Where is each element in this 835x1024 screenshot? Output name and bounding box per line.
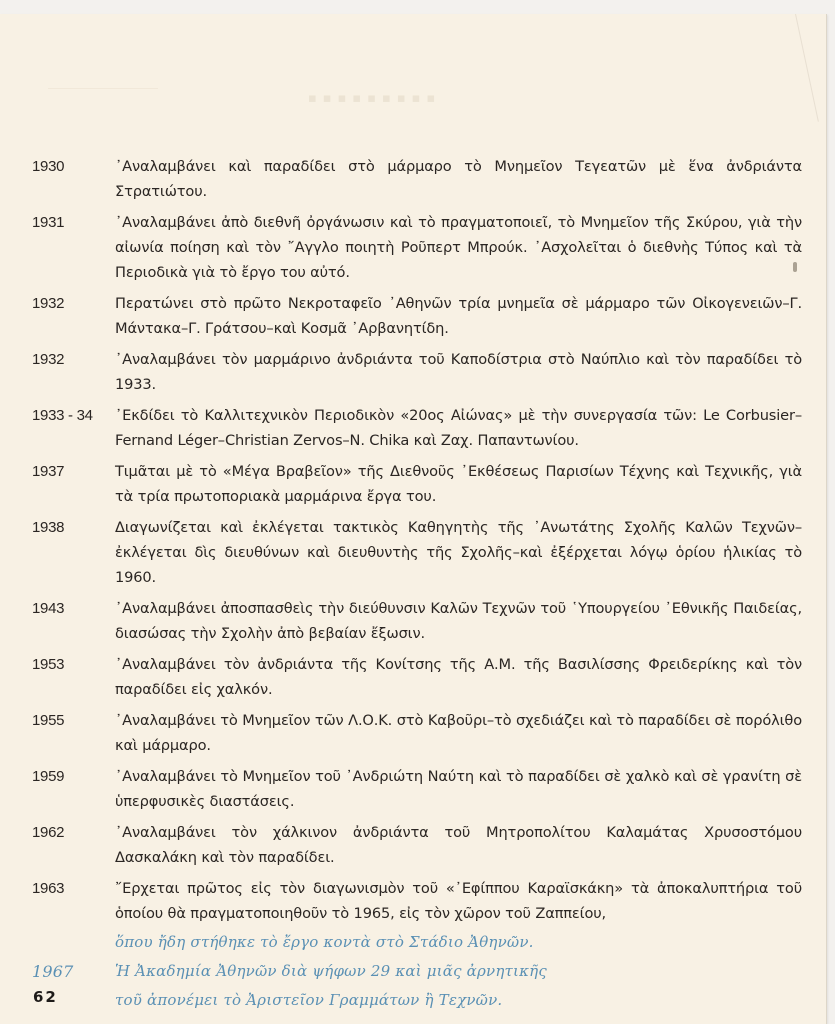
entry-text: ῎Ερχεται πρῶτος εἰς τὸν διαγωνισμὸν τοῦ «᾿Εφίππου Καραϊσκάκη» τὰ ἀποκαλυπτήρια τοῦ ὁποίου θὰ πραγματοποιηθοῦν τὸ 1965, εἰς τὸν χῶρον τοῦ Ζαππείου,	[115, 880, 802, 922]
entry-year: 1959	[32, 768, 65, 785]
entry-year: 1933 - 34	[32, 407, 93, 424]
handwritten-year: 1967	[32, 962, 74, 981]
entry-text: ᾿Αναλαμβάνει τὸ Μνημεῖον τῶν Λ.Ο.Κ. στὸ Καβοῦρι–τὸ σχεδιάζει καὶ τὸ παραδίδει σὲ πορόλιθο καὶ μάρμαρο.	[115, 712, 802, 754]
entry-year: 1932	[32, 351, 65, 368]
entry-text: ᾿Αναλαμβάνει ἀπὸ διεθνῆ ὀργάνωσιν καὶ τὸ πραγματοποιεῖ, τὸ Μνημεῖον τῆς Σκύρου, γιὰ τὴν αἰωνία ποίηση καὶ τὸν ῎Αγγλο ποιητὴ Ροῦπερτ Μπρούκ. ᾿Ασχολεῖται ὁ διεθνὴς Τύπος καὶ τὰ Περιοδικὰ γιὰ τὸ ἔργο του αὐτό.	[115, 214, 802, 281]
entry-text: ᾿Αναλαμβάνει τὸ Μνημεῖον τοῦ ᾿Ανδριώτη Ναύτη καὶ τὸ παραδίδει σὲ χαλκὸ καὶ σὲ γρανίτη σὲ ὑπερφυσικὲς διαστάσεις.	[115, 768, 802, 810]
entry-text: ᾿Αναλαμβάνει τὸν ἀνδριάντα τῆς Κονίτσης τῆς Α.Μ. τῆς Βασιλίσσης Φρειδερίκης καὶ τὸν παραδίδει εἰς χαλκόν.	[115, 656, 802, 698]
chronology-entry	[32, 596, 802, 646]
chronology-entry	[32, 652, 802, 702]
handwritten-notes	[32, 928, 802, 1015]
handwritten-row	[32, 986, 802, 1015]
page-content	[32, 154, 802, 1015]
handwritten-note-line-2: Ἡ Ἀκαδημία Ἀθηνῶν διὰ ψήφων 29 καὶ μιᾶς ἀρνητικῆς	[115, 962, 547, 980]
handwritten-note-line-3: τοῦ ἀπονέμει τὸ Ἀριστεῖον Γραμμάτων ἢ Τεχνῶν.	[115, 991, 503, 1009]
entry-year: 1962	[32, 824, 65, 841]
entry-text: ᾿Εκδίδει τὸ Καλλιτεχνικὸν Περιοδικὸν «20ος Αἰώνας» μὲ τὴν συνεργασία τῶν: Le Corbusier–Fernand Léger–Christian Zervos–N. Chika καὶ Ζαχ. Παπαντωνίου.	[115, 407, 802, 449]
handwritten-row	[32, 957, 802, 986]
handwritten-row	[32, 928, 802, 957]
entry-text: Διαγωνίζεται καὶ ἐκλέγεται τακτικὸς Καθηγητὴς τῆς ᾿Ανωτάτης Σχολῆς Καλῶν Τεχνῶν–ἐκλέγεται δὶς διευθύνων καὶ διευθυντὴς τῆς Σχολῆς–καὶ ἐξέρχεται λόγῳ ὁρίου ἡλικίας τὸ 1960.	[115, 519, 802, 586]
entry-year: 1955	[32, 712, 65, 729]
chronology-entry	[32, 154, 802, 204]
chronology-entry	[32, 820, 802, 870]
show-through-mark	[48, 66, 158, 89]
entry-text: ᾿Αναλαμβάνει ἀποσπασθεὶς τὴν διεύθυνσιν Καλῶν Τεχνῶν τοῦ ῾Υπουργείου ᾿Εθνικῆς Παιδείας, διασώσας τὴν Σχολὴν ἀπὸ βεβαίαν ἔξωσιν.	[115, 600, 802, 642]
entry-year: 1930	[32, 158, 65, 175]
handwritten-note-line-1: ὅπου ἤδη στήθηκε τὸ ἔργο κοντὰ στὸ Στάδιο Ἀθηνῶν.	[115, 933, 534, 951]
page-number: 62	[33, 988, 58, 1006]
chronology-entry	[32, 876, 802, 926]
chronology-entry	[32, 403, 802, 453]
chronology-entry	[32, 515, 802, 590]
entry-text: ᾿Αναλαμβάνει τὸν χάλκινον ἀνδριάντα τοῦ Μητροπολίτου Καλαμάτας Χρυσοστόμου Δασκαλάκη καὶ τὸν παραδίδει.	[115, 824, 802, 866]
chronology-entry	[32, 708, 802, 758]
show-through-heading: ▪▪▪▪▪▪▪▪▪	[308, 91, 442, 106]
handwritten-year-spacer	[32, 928, 115, 957]
entry-text: ᾿Αναλαμβάνει τὸν μαρμάρινο ἀνδριάντα τοῦ Καποδίστρια στὸ Ναύπλιο καὶ τὸν παραδίδει τὸ 1933.	[115, 351, 802, 393]
entry-year: 1943	[32, 600, 65, 617]
entry-year: 1963	[32, 880, 65, 897]
chronology-entry	[32, 459, 802, 509]
entry-year: 1931	[32, 214, 65, 231]
entry-text: Τιμᾶται μὲ τὸ «Μέγα Βραβεῖον» τῆς Διεθνοῦς ᾿Εκθέσεως Παρισίων Τέχνης καὶ Τεχνικῆς, γιὰ τὰ τρία πρωτοποριακὰ μαρμάρινα ἔργα του.	[115, 463, 802, 505]
entry-year: 1937	[32, 463, 65, 480]
chronology-list	[32, 154, 802, 926]
chronology-entry	[32, 291, 802, 341]
chronology-entry	[32, 347, 802, 397]
chronology-entry	[32, 210, 802, 285]
entry-year: 1932	[32, 295, 65, 312]
entry-text: Περατώνει στὸ πρῶτο Νεκροταφεῖο ᾿Αθηνῶν τρία μνημεῖα σὲ μάρμαρο τῶν Οἰκογενειῶν–Γ. Μάντακα–Γ. Γράτσου–καὶ Κοσμᾶ ᾿Αρβανητίδη.	[115, 295, 802, 337]
entry-text: ᾿Αναλαμβάνει καὶ παραδίδει στὸ μάρμαρο τὸ Μνημεῖον Τεγεατῶν μὲ ἕνα ἀνδριάντα Στρατιώτου.	[115, 158, 802, 200]
entry-year: 1953	[32, 656, 65, 673]
chronology-entry	[32, 764, 802, 814]
paper-crease	[795, 14, 819, 122]
entry-year: 1938	[32, 519, 65, 536]
